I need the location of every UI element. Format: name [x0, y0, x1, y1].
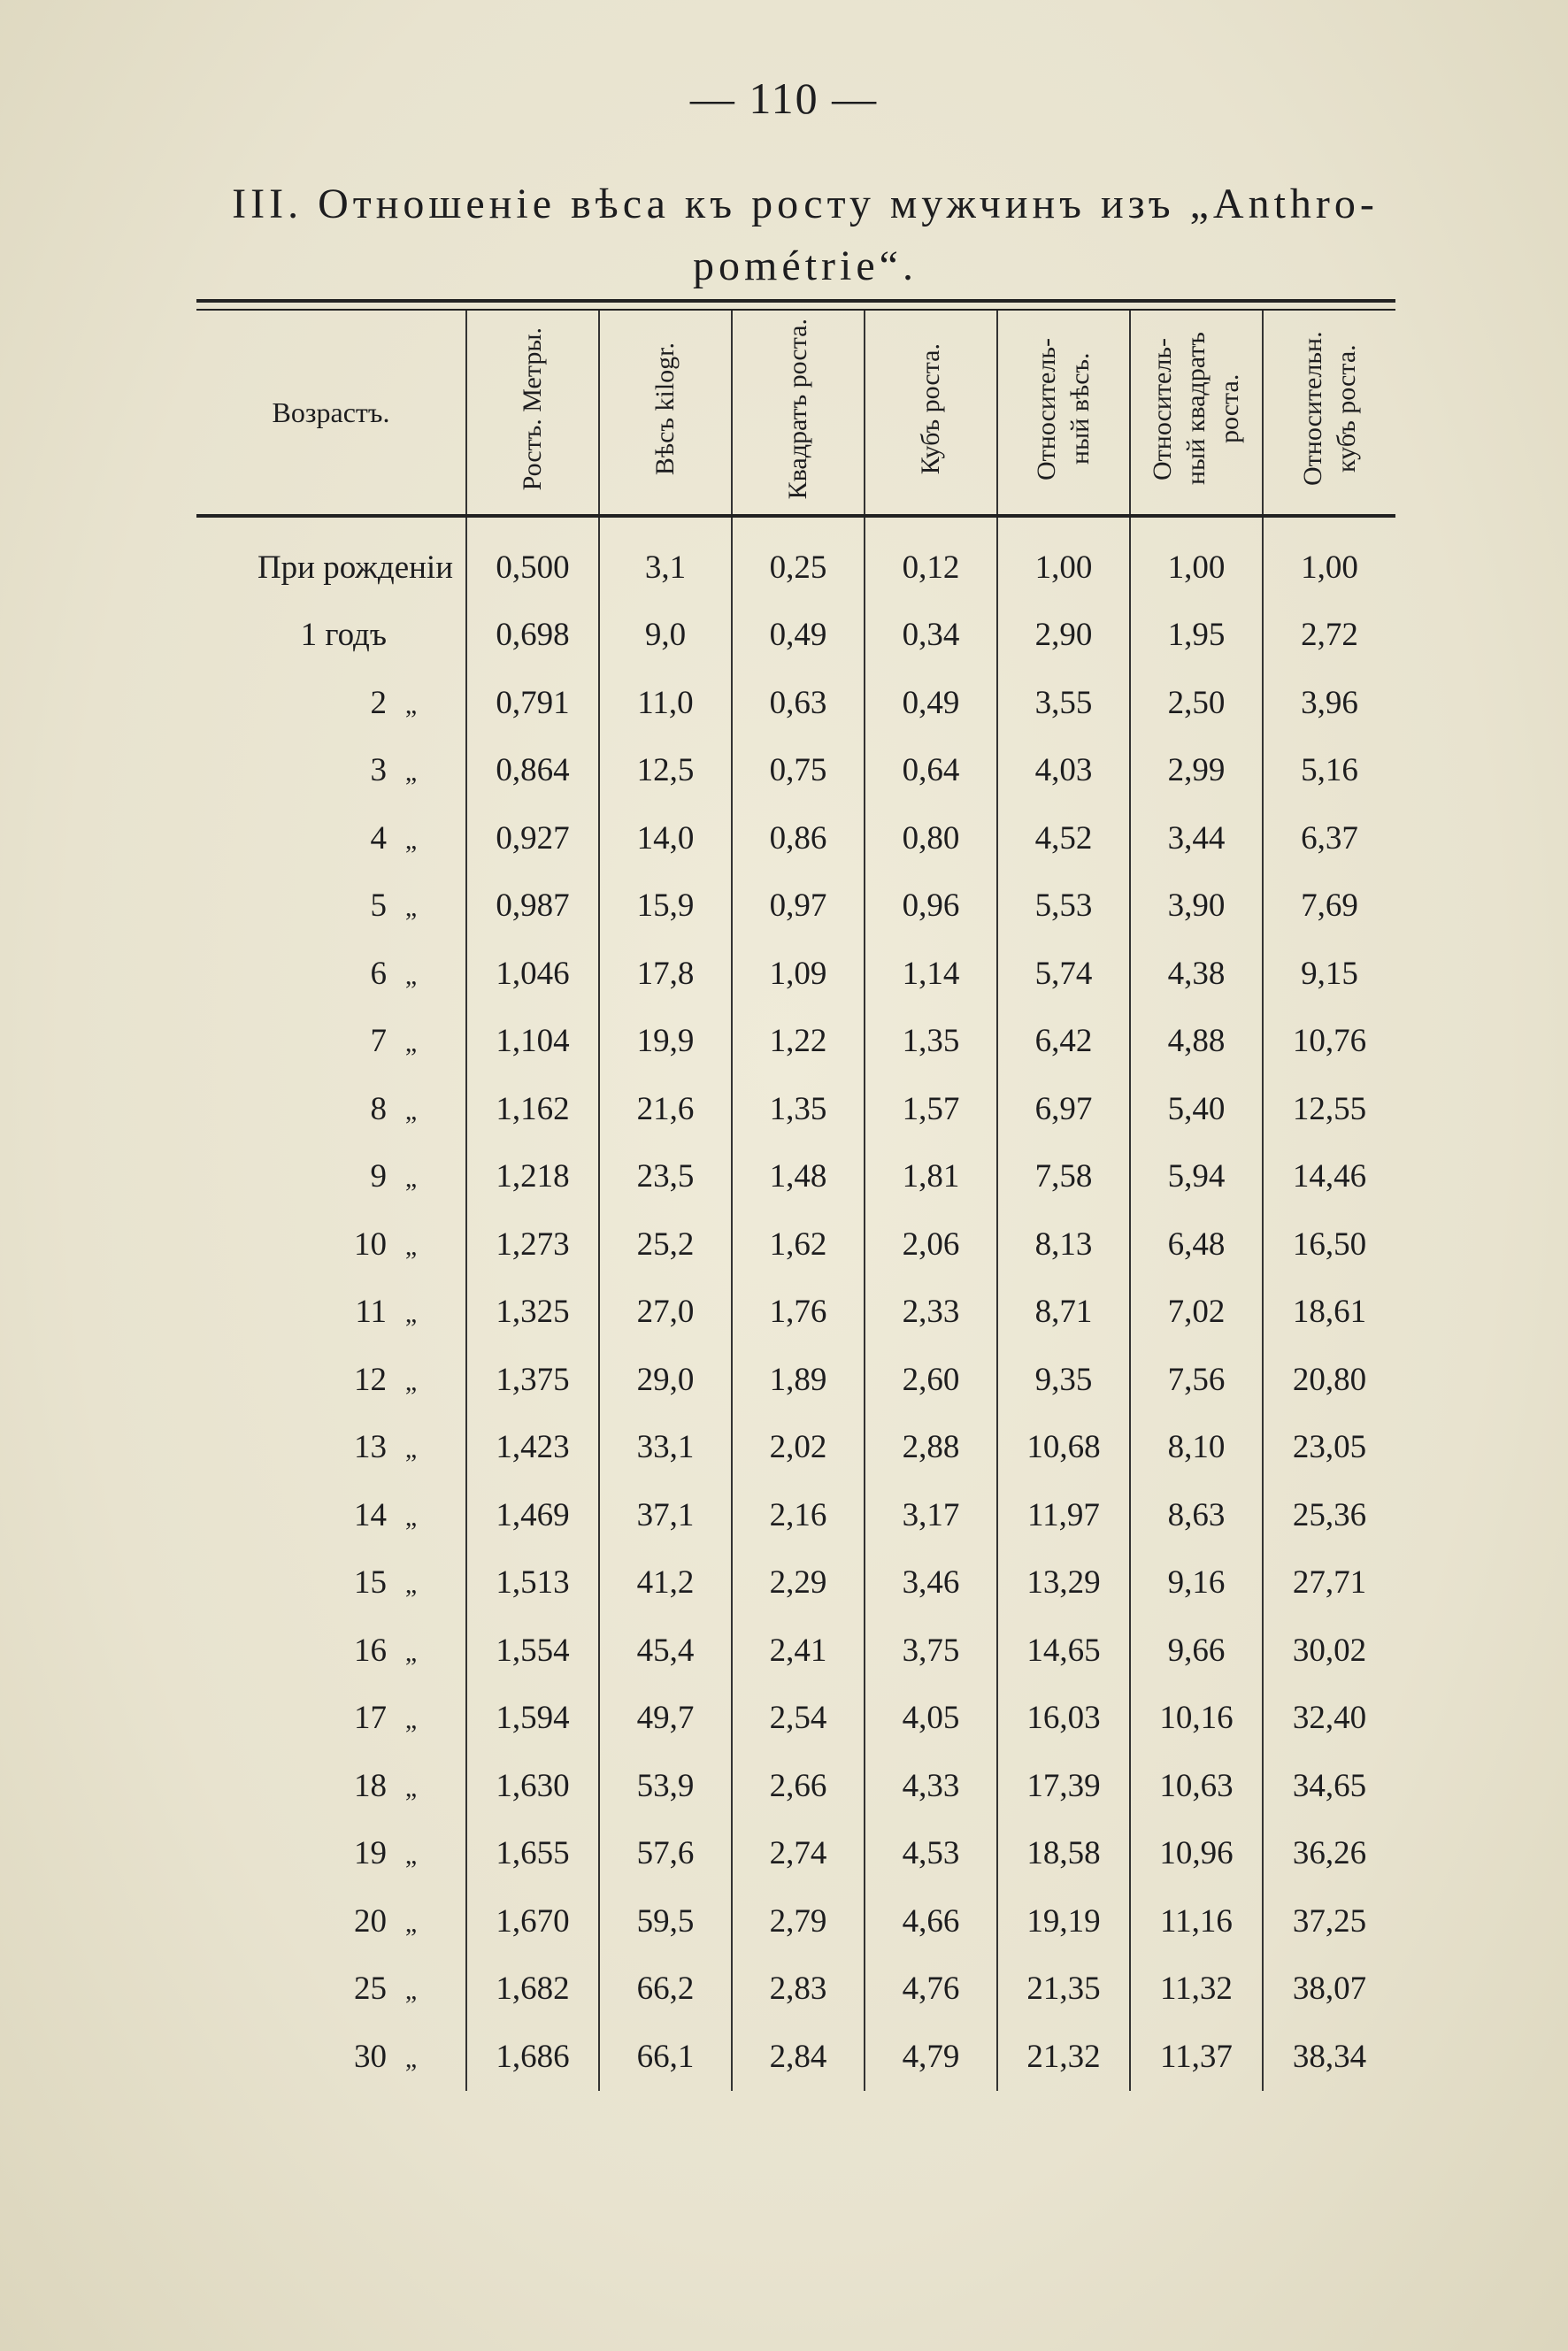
value-cell: 21,35: [997, 1955, 1130, 2024]
table-row: [196, 1752, 1395, 1820]
value-cell: 4,53: [865, 1820, 997, 1888]
value-cell: 1,594: [466, 1685, 599, 1753]
value-cell: 4,33: [865, 1752, 997, 1820]
age-label: 18: [354, 1767, 387, 1804]
value-cell: 2,33: [865, 1279, 997, 1347]
value-cell: 37,25: [1263, 1887, 1395, 1955]
value-cell: 41,2: [599, 1549, 732, 1617]
age-cell: [196, 669, 466, 737]
value-cell: 11,97: [997, 1481, 1130, 1549]
value-cell: 11,16: [1130, 1887, 1263, 1955]
ditto-mark: „: [404, 1028, 418, 1058]
table-row: [196, 1414, 1395, 1482]
value-cell: 1,162: [466, 1075, 599, 1143]
ditto-mark: „: [404, 1637, 418, 1667]
value-cell: 2,50: [1130, 669, 1263, 737]
table-row: [196, 1075, 1395, 1143]
ditto-mark: „: [404, 1299, 418, 1329]
table-row: [196, 1820, 1395, 1888]
value-cell: 4,88: [1130, 1008, 1263, 1076]
header-relative-height-cubed: Относительн. кубъ роста.: [1263, 311, 1395, 516]
table-row: [196, 940, 1395, 1008]
value-cell: 2,29: [732, 1549, 865, 1617]
value-cell: 7,56: [1130, 1346, 1263, 1414]
table-title: [186, 173, 1425, 297]
value-cell: 0,698: [466, 602, 599, 670]
ditto-mark: „: [404, 1366, 418, 1396]
age-label: 8: [370, 1090, 387, 1127]
age-label: 17: [354, 1700, 387, 1737]
age-cell: [196, 516, 466, 602]
value-cell: 33,1: [599, 1414, 732, 1482]
value-cell: 1,14: [865, 940, 997, 1008]
value-cell: 14,0: [599, 804, 732, 872]
value-cell: 20,80: [1263, 1346, 1395, 1414]
table-row: [196, 1210, 1395, 1279]
ditto-mark: „: [404, 2043, 418, 2073]
value-cell: 11,0: [599, 669, 732, 737]
value-cell: 10,63: [1130, 1752, 1263, 1820]
value-cell: 0,864: [466, 737, 599, 805]
table-row: [196, 2023, 1395, 2091]
value-cell: 1,35: [732, 1075, 865, 1143]
value-cell: 2,83: [732, 1955, 865, 2024]
value-cell: 19,19: [997, 1887, 1130, 1955]
age-cell: [196, 1549, 466, 1617]
value-cell: 3,46: [865, 1549, 997, 1617]
value-cell: 0,86: [732, 804, 865, 872]
age-label: 12: [354, 1361, 387, 1398]
header-relative-weight: Относитель- ный вѣсъ.: [997, 311, 1130, 516]
value-cell: 3,55: [997, 669, 1130, 737]
value-cell: 2,06: [865, 1210, 997, 1279]
age-cell: [196, 1008, 466, 1076]
value-cell: 1,81: [865, 1143, 997, 1211]
value-cell: 9,16: [1130, 1549, 1263, 1617]
value-cell: 2,54: [732, 1685, 865, 1753]
age-label: 13: [354, 1429, 387, 1466]
value-cell: 2,99: [1130, 737, 1263, 805]
value-cell: 10,76: [1263, 1008, 1395, 1076]
value-cell: 0,927: [466, 804, 599, 872]
value-cell: 1,273: [466, 1210, 599, 1279]
age-label: 25: [354, 1971, 387, 2008]
value-cell: 2,02: [732, 1414, 865, 1482]
age-cell: [196, 1617, 466, 1685]
value-cell: 5,74: [997, 940, 1130, 1008]
value-cell: 6,42: [997, 1008, 1130, 1076]
age-label: При рожденіи: [257, 549, 453, 586]
value-cell: 1,218: [466, 1143, 599, 1211]
value-cell: 27,71: [1263, 1549, 1395, 1617]
value-cell: 2,79: [732, 1887, 865, 1955]
table-row: [196, 1346, 1395, 1414]
value-cell: 21,6: [599, 1075, 732, 1143]
value-cell: 7,58: [997, 1143, 1130, 1211]
table-row: [196, 1143, 1395, 1211]
age-label: 15: [354, 1564, 387, 1602]
value-cell: 1,469: [466, 1481, 599, 1549]
value-cell: 12,5: [599, 737, 732, 805]
value-cell: 3,75: [865, 1617, 997, 1685]
value-cell: 2,41: [732, 1617, 865, 1685]
value-cell: 4,05: [865, 1685, 997, 1753]
ditto-mark: „: [404, 1164, 418, 1194]
value-cell: 32,40: [1263, 1685, 1395, 1753]
ditto-mark: „: [404, 1840, 418, 1871]
value-cell: 0,49: [865, 669, 997, 737]
value-cell: 37,1: [599, 1481, 732, 1549]
table-row: [196, 1481, 1395, 1549]
ditto-mark: „: [404, 757, 418, 788]
age-cell: [196, 1210, 466, 1279]
value-cell: 4,52: [997, 804, 1130, 872]
age-label: 3: [370, 752, 387, 789]
weight-height-table: [196, 311, 1395, 2091]
value-cell: 1,630: [466, 1752, 599, 1820]
value-cell: 1,670: [466, 1887, 599, 1955]
value-cell: 8,10: [1130, 1414, 1263, 1482]
ditto-mark: „: [404, 1502, 418, 1532]
age-cell: [196, 1752, 466, 1820]
table-row: [196, 516, 1395, 602]
value-cell: 3,1: [599, 516, 732, 602]
value-cell: 0,500: [466, 516, 599, 602]
value-cell: 1,423: [466, 1414, 599, 1482]
header-height: Ростъ. Метры.: [466, 311, 599, 516]
ditto-mark: „: [404, 960, 418, 990]
age-cell: [196, 804, 466, 872]
value-cell: 1,48: [732, 1143, 865, 1211]
value-cell: 10,68: [997, 1414, 1130, 1482]
value-cell: 23,5: [599, 1143, 732, 1211]
value-cell: 1,62: [732, 1210, 865, 1279]
value-cell: 7,69: [1263, 872, 1395, 941]
table-title-line-1: III. Отношеніе вѣса къ росту мужчинъ изъ „Anthro-: [232, 181, 1379, 227]
value-cell: 0,791: [466, 669, 599, 737]
value-cell: 49,7: [599, 1685, 732, 1753]
age-cell: [196, 1346, 466, 1414]
value-cell: 9,0: [599, 602, 732, 670]
value-cell: 1,00: [997, 516, 1130, 602]
value-cell: 23,05: [1263, 1414, 1395, 1482]
age-label: 19: [354, 1835, 387, 1872]
value-cell: 53,9: [599, 1752, 732, 1820]
value-cell: 1,686: [466, 2023, 599, 2091]
page-number: — 110 —: [689, 73, 879, 123]
value-cell: 3,96: [1263, 669, 1395, 737]
value-cell: 1,09: [732, 940, 865, 1008]
value-cell: 2,66: [732, 1752, 865, 1820]
age-cell: [196, 1075, 466, 1143]
value-cell: 0,12: [865, 516, 997, 602]
table-row: [196, 872, 1395, 941]
age-label: 16: [354, 1632, 387, 1669]
age-label: 20: [354, 1902, 387, 1940]
age-cell: [196, 2023, 466, 2091]
value-cell: 13,29: [997, 1549, 1130, 1617]
value-cell: 0,96: [865, 872, 997, 941]
value-cell: 38,07: [1263, 1955, 1395, 2024]
table-row: [196, 804, 1395, 872]
age-label: 7: [370, 1023, 387, 1060]
table-title-line-2: pométrie“.: [693, 242, 918, 289]
value-cell: 5,40: [1130, 1075, 1263, 1143]
value-cell: 10,16: [1130, 1685, 1263, 1753]
value-cell: 30,02: [1263, 1617, 1395, 1685]
table-row: [196, 1008, 1395, 1076]
ditto-mark: „: [404, 893, 418, 923]
header-row: [196, 311, 1395, 516]
value-cell: 0,80: [865, 804, 997, 872]
table-row: [196, 1617, 1395, 1685]
ditto-mark: „: [404, 825, 418, 855]
value-cell: 8,71: [997, 1279, 1130, 1347]
age-label: 11: [355, 1294, 387, 1331]
table-row: [196, 1549, 1395, 1617]
value-cell: 2,90: [997, 602, 1130, 670]
value-cell: 10,96: [1130, 1820, 1263, 1888]
value-cell: 7,02: [1130, 1279, 1263, 1347]
value-cell: 0,75: [732, 737, 865, 805]
value-cell: 1,22: [732, 1008, 865, 1076]
table-row: [196, 1887, 1395, 1955]
age-cell: [196, 1414, 466, 1482]
value-cell: 1,046: [466, 940, 599, 1008]
table-row: [196, 1685, 1395, 1753]
value-cell: 1,104: [466, 1008, 599, 1076]
ditto-mark: „: [404, 1908, 418, 1938]
value-cell: 29,0: [599, 1346, 732, 1414]
ditto-mark: „: [404, 1705, 418, 1735]
value-cell: 3,17: [865, 1481, 997, 1549]
value-cell: 2,88: [865, 1414, 997, 1482]
age-label: 30: [354, 2038, 387, 2075]
table-body: [196, 516, 1395, 2091]
age-label: 6: [370, 955, 387, 992]
value-cell: 36,26: [1263, 1820, 1395, 1888]
value-cell: 1,513: [466, 1549, 599, 1617]
value-cell: 8,63: [1130, 1481, 1263, 1549]
value-cell: 66,1: [599, 2023, 732, 2091]
value-cell: 18,58: [997, 1820, 1130, 1888]
value-cell: 38,34: [1263, 2023, 1395, 2091]
value-cell: 15,9: [599, 872, 732, 941]
value-cell: 45,4: [599, 1617, 732, 1685]
value-cell: 4,76: [865, 1955, 997, 2024]
header-height-cubed: Кубъ роста.: [865, 311, 997, 516]
value-cell: 9,35: [997, 1346, 1130, 1414]
age-label: 4: [370, 819, 387, 857]
value-cell: 0,987: [466, 872, 599, 941]
header-relative-height-squared: Относитель- ный квадратъ роста.: [1130, 311, 1263, 516]
ditto-mark: „: [404, 1095, 418, 1126]
value-cell: 21,32: [997, 2023, 1130, 2091]
age-label: 1 годъ: [300, 617, 387, 654]
value-cell: 4,03: [997, 737, 1130, 805]
age-cell: [196, 872, 466, 941]
ditto-mark: „: [404, 1434, 418, 1464]
value-cell: 2,74: [732, 1820, 865, 1888]
value-cell: 0,97: [732, 872, 865, 941]
value-cell: 4,79: [865, 2023, 997, 2091]
header-age: Возрастъ.: [196, 311, 466, 516]
data-table-wrapper: [196, 299, 1395, 2091]
value-cell: 1,375: [466, 1346, 599, 1414]
age-cell: [196, 737, 466, 805]
value-cell: 11,32: [1130, 1955, 1263, 2024]
value-cell: 6,37: [1263, 804, 1395, 872]
age-label: 10: [354, 1225, 387, 1263]
value-cell: 5,53: [997, 872, 1130, 941]
header-weight: Вѣсъ kilogr.: [599, 311, 732, 516]
value-cell: 0,25: [732, 516, 865, 602]
value-cell: 1,35: [865, 1008, 997, 1076]
value-cell: 12,55: [1263, 1075, 1395, 1143]
value-cell: 34,65: [1263, 1752, 1395, 1820]
value-cell: 14,46: [1263, 1143, 1395, 1211]
value-cell: 3,44: [1130, 804, 1263, 872]
value-cell: 4,38: [1130, 940, 1263, 1008]
age-cell: [196, 1955, 466, 2024]
age-cell: [196, 602, 466, 670]
value-cell: 1,325: [466, 1279, 599, 1347]
value-cell: 14,65: [997, 1617, 1130, 1685]
value-cell: 3,90: [1130, 872, 1263, 941]
table-row: [196, 602, 1395, 670]
table-row: [196, 669, 1395, 737]
value-cell: 0,49: [732, 602, 865, 670]
age-label: 5: [370, 887, 387, 925]
value-cell: 9,15: [1263, 940, 1395, 1008]
header-height-squared: Квадратъ роста.: [732, 311, 865, 516]
value-cell: 1,655: [466, 1820, 599, 1888]
value-cell: 16,03: [997, 1685, 1130, 1753]
value-cell: 57,6: [599, 1820, 732, 1888]
value-cell: 18,61: [1263, 1279, 1395, 1347]
value-cell: 2,72: [1263, 602, 1395, 670]
value-cell: 17,8: [599, 940, 732, 1008]
value-cell: 6,48: [1130, 1210, 1263, 1279]
value-cell: 1,57: [865, 1075, 997, 1143]
ditto-mark: „: [404, 689, 418, 719]
value-cell: 8,13: [997, 1210, 1130, 1279]
value-cell: 1,76: [732, 1279, 865, 1347]
table-row: [196, 1955, 1395, 2024]
ditto-mark: „: [404, 1976, 418, 2006]
value-cell: 59,5: [599, 1887, 732, 1955]
value-cell: 9,66: [1130, 1617, 1263, 1685]
value-cell: 5,94: [1130, 1143, 1263, 1211]
age-label: 14: [354, 1496, 387, 1533]
value-cell: 25,36: [1263, 1481, 1395, 1549]
value-cell: 27,0: [599, 1279, 732, 1347]
value-cell: 17,39: [997, 1752, 1130, 1820]
table-row: [196, 1279, 1395, 1347]
age-cell: [196, 940, 466, 1008]
age-label: 2: [370, 684, 387, 721]
age-cell: [196, 1887, 466, 1955]
age-label: 9: [370, 1158, 387, 1195]
value-cell: 0,34: [865, 602, 997, 670]
value-cell: 6,97: [997, 1075, 1130, 1143]
value-cell: 1,00: [1263, 516, 1395, 602]
value-cell: 16,50: [1263, 1210, 1395, 1279]
ditto-mark: „: [404, 1570, 418, 1600]
value-cell: 11,37: [1130, 2023, 1263, 2091]
value-cell: 1,682: [466, 1955, 599, 2024]
value-cell: 0,63: [732, 669, 865, 737]
value-cell: 25,2: [599, 1210, 732, 1279]
ditto-mark: „: [404, 1772, 418, 1802]
age-cell: [196, 1685, 466, 1753]
value-cell: 1,95: [1130, 602, 1263, 670]
value-cell: 2,60: [865, 1346, 997, 1414]
age-cell: [196, 1279, 466, 1347]
value-cell: 2,16: [732, 1481, 865, 1549]
age-cell: [196, 1143, 466, 1211]
value-cell: 0,64: [865, 737, 997, 805]
value-cell: 2,84: [732, 2023, 865, 2091]
age-cell: [196, 1481, 466, 1549]
value-cell: 1,00: [1130, 516, 1263, 602]
table-row: [196, 737, 1395, 805]
ditto-mark: „: [404, 1231, 418, 1261]
value-cell: 1,89: [732, 1346, 865, 1414]
value-cell: 5,16: [1263, 737, 1395, 805]
age-cell: [196, 1820, 466, 1888]
value-cell: 1,554: [466, 1617, 599, 1685]
value-cell: 19,9: [599, 1008, 732, 1076]
value-cell: 4,66: [865, 1887, 997, 1955]
table-top-rule: [196, 299, 1395, 303]
value-cell: 66,2: [599, 1955, 732, 2024]
